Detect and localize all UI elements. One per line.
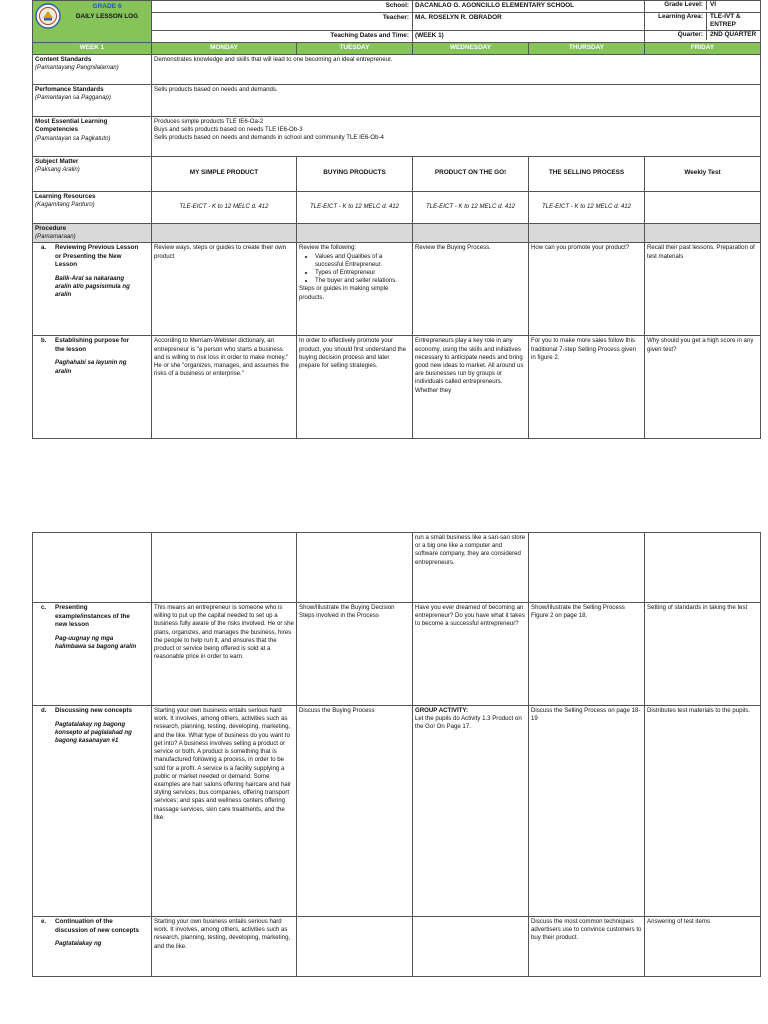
step-c-monday: This means an entrepreneur is someone who is willing to put up the capital needed to set up a business fully aware of the risks involved. He or she plans, organizes, and manages the business, hires the people to help run it, and ensures that the product or service being offered is sold at a reasonable price in order to earn. bbox=[152, 603, 297, 706]
step-b-filipino: Paghahabi sa layunin ng aralin bbox=[55, 359, 127, 375]
quarter-value: 2ND QUARTER bbox=[710, 30, 757, 38]
quarter-cell bbox=[645, 30, 761, 42]
step-e-thursday: Discuss the most common techniques advertisers use to convince customers to buy their product. bbox=[529, 917, 645, 977]
step-a-letter: a. bbox=[41, 244, 47, 252]
step-c-letter: c. bbox=[41, 604, 47, 611]
step-a-friday: Recall their past lessons. Preparation of test materials bbox=[645, 243, 761, 336]
step-c-tuesday: Show/Illustrate the Buying Decision Steps involved in the Process bbox=[297, 603, 413, 706]
group-activity-text: Let the pupils do Activity 1.3 Product on the Go! On Page 17. bbox=[415, 715, 522, 731]
step-b-thursday: For you to make more sales follow this traditional 7-step Selling Process given in figure 2. bbox=[529, 336, 645, 439]
procedure-tuesday bbox=[297, 223, 413, 243]
grade-level-label: Grade Level: bbox=[645, 1, 707, 10]
day-header-thursday: THURSDAY bbox=[529, 42, 645, 54]
procedure-filipino: (Pamamaraan) bbox=[35, 233, 76, 241]
review-list-item: • Values and Qualities of a successful Entrepreneur. bbox=[315, 253, 410, 269]
step-c-friday: Setting of standards in taking the test bbox=[645, 603, 761, 706]
performance-standards-title: Perfomance Standards bbox=[35, 85, 104, 93]
learning-resources-label bbox=[33, 191, 152, 223]
review-list-item: • The buyer and seller relations. bbox=[315, 277, 410, 285]
review-list-item: • Types of Entrepreneur bbox=[315, 269, 410, 277]
resource-tuesday: TLE-EICT - K to 12 MELC d. 412 bbox=[297, 191, 413, 223]
step-d-letter: d. bbox=[41, 707, 47, 714]
school-value: DACANLAO G. AGONCILLO ELEMENTARY SCHOOL bbox=[413, 1, 645, 13]
step-e-tuesday bbox=[297, 917, 413, 977]
learning-resources-filipino: (Kagamitang Panturo) bbox=[35, 201, 95, 209]
content-standards-text: Demonstrates knowledge and skills that will lead to one becoming an ideal entrepreneur. bbox=[152, 54, 761, 84]
competency-line: Sells products based on needs and demands in school and community TLE IE6-Ob-4 bbox=[154, 134, 384, 141]
competency-line: Produces simple products TLE IE6-Oa-2 bbox=[154, 117, 264, 125]
teacher-value: MA. ROSELYN R. OBRADOR bbox=[413, 12, 645, 30]
step-c-label bbox=[33, 603, 152, 706]
step-b-monday-cont bbox=[152, 533, 297, 603]
step-b-thursday-cont bbox=[529, 533, 645, 603]
step-e-friday: Answering of test items bbox=[645, 917, 761, 977]
subject-tuesday: BUYING PRODUCTS bbox=[297, 156, 413, 191]
lesson-log-table-page-2 bbox=[32, 532, 761, 977]
step-c-filipino: Pag-uugnay ng mga halimbawa sa bagong aralin bbox=[55, 634, 137, 650]
step-b-wednesday-cont: run a small business like a sari-sari store or a big one like a computer and software company, they are considered entrepreneurs. bbox=[413, 533, 529, 603]
day-header-tuesday: TUESDAY bbox=[297, 42, 413, 54]
step-b-label-cont bbox=[33, 533, 152, 603]
step-c-thursday: Show/Illustrate the Selling Process Figure 2 on page 18. bbox=[529, 603, 645, 706]
competencies-filipino: (Pamantayan sa Pagkatuto) bbox=[35, 134, 111, 142]
content-standards-filipino: (Pamantayang Pangnilalaman) bbox=[35, 64, 119, 72]
step-d-title: Discussing new concepts bbox=[55, 707, 132, 714]
step-b-friday: Why should you get a high score in any given test? bbox=[645, 336, 761, 439]
step-a-title: Reviewing Previous Lesson or Presenting the New Lesson bbox=[55, 244, 139, 269]
review-list bbox=[299, 253, 410, 286]
step-a-tuesday-outro: Steps or guides in making simple products. bbox=[299, 285, 389, 301]
grade-level-cell bbox=[645, 1, 761, 13]
competency-line: Buys and sells products based on needs TLE IE6-Ob-3 bbox=[154, 125, 303, 133]
competencies-text bbox=[152, 116, 761, 156]
procedure-friday bbox=[645, 223, 761, 243]
group-activity-title: GROUP ACTIVITY: bbox=[415, 707, 469, 714]
step-b-wednesday: Entrepreneurs play a key role in any economy, using the skills and initiatives necessary to anticipate needs and bring good new ideas to market. All around us are businesses run by groups or individuals called entrepreneurs. Whether they bbox=[413, 336, 529, 439]
resource-friday bbox=[645, 191, 761, 223]
procedure-monday bbox=[152, 223, 297, 243]
step-e-filipino: Pagtatalakay ng bbox=[55, 940, 102, 947]
step-d-friday: Distributes test materials to the pupils. bbox=[645, 706, 761, 917]
step-e-wednesday bbox=[413, 917, 529, 977]
content-standards-label bbox=[33, 54, 152, 84]
resource-monday: TLE-EICT - K to 12 MELC d. 412 bbox=[152, 191, 297, 223]
step-a-monday: Review ways, steps or guides to create their own product bbox=[152, 243, 297, 336]
deped-seal-icon bbox=[35, 3, 61, 29]
step-a-tuesday-intro: Review the following: bbox=[299, 244, 357, 252]
daily-lesson-log-title: DAILY LESSON LOG bbox=[75, 13, 139, 20]
learning-resources-title: Learning Resources bbox=[35, 192, 96, 200]
step-d-filipino: Pagtatalakay ng bagong konsepto at paglalahad ng bagong kasanayan #1 bbox=[55, 720, 132, 744]
step-b-letter: b. bbox=[41, 337, 47, 345]
resource-wednesday: TLE-EICT - K to 12 MELC d. 412 bbox=[413, 191, 529, 223]
performance-standards-label bbox=[33, 84, 152, 116]
learning-area-value: TLE-IVT & ENTREP bbox=[710, 12, 741, 29]
competencies-title: Most Essential Learning Competencies bbox=[35, 117, 108, 134]
teaching-dates-label: Teaching Dates and Time: bbox=[152, 30, 413, 42]
subject-matter-label bbox=[33, 156, 152, 191]
subject-matter-filipino: (Paksang Aralin) bbox=[35, 166, 80, 174]
step-d-monday: Starting your own business entails serious hard work. It involves, among others, activities such as research, planning, testing, developing, marketing, and the like. What type of business do you want to get into? A business involves selling a product or service or both. A product is something that is manufactured following a process, in order to be sold for a profit. A service is a facility supplying a public or market needed or demand. Some examples are hair salons offering haircare and hair styling services; bus companies, offering transport services; and spas and wellness centers offering massage services, skin care treatments, and the like. bbox=[152, 706, 297, 917]
step-c-title: Presenting example/instances of the new lesson bbox=[55, 604, 130, 628]
performance-standards-text: Sells products based on needs and demands. bbox=[152, 84, 761, 116]
step-d-wednesday bbox=[413, 706, 529, 917]
day-header-wednesday: WEDNESDAY bbox=[413, 42, 529, 54]
step-b-friday-cont bbox=[645, 533, 761, 603]
procedure-title: Procedure bbox=[35, 224, 67, 232]
procedure-thursday bbox=[529, 223, 645, 243]
step-a-thursday: How can you promote your product? bbox=[529, 243, 645, 336]
step-d-label bbox=[33, 706, 152, 917]
header-title-block bbox=[33, 1, 152, 43]
step-d-tuesday: Discuss the Buying Process bbox=[297, 706, 413, 917]
procedure-wednesday bbox=[413, 223, 529, 243]
step-e-label bbox=[33, 917, 152, 977]
step-d-thursday: Discuss the Selling Process on page 18-19 bbox=[529, 706, 645, 917]
step-e-letter: e. bbox=[41, 918, 47, 925]
page-2 bbox=[0, 532, 768, 1024]
step-b-label bbox=[33, 336, 152, 439]
day-header-week: WEEK 1 bbox=[33, 42, 152, 54]
grade-level-value: VI bbox=[710, 1, 717, 8]
day-header-friday: FRIDAY bbox=[645, 42, 761, 54]
step-a-tuesday bbox=[297, 243, 413, 336]
procedure-label bbox=[33, 223, 152, 243]
step-a-filipino: Balik-Aral sa nakaraang aralin at/o pagsisimula ng aralin bbox=[55, 274, 130, 299]
grade-label: GRADE 6 bbox=[92, 3, 122, 10]
step-b-tuesday: In order to effectively promote your product, you should first understand the buying decision process and later prepare for selling strategies. bbox=[297, 336, 413, 439]
teacher-label: Teacher: bbox=[152, 12, 413, 30]
subject-friday: Weekly Test bbox=[645, 156, 761, 191]
competencies-label bbox=[33, 116, 152, 156]
step-a-label bbox=[33, 243, 152, 336]
subject-wednesday: PRODUCT ON THE GO! bbox=[413, 156, 529, 191]
day-header-monday: MONDAY bbox=[152, 42, 297, 54]
step-e-monday: Starting your own business entails serious hard work. It involves, among others, activities such as research, planning, testing, developing, marketing, and the like. bbox=[152, 917, 297, 977]
lesson-log-table-page-1 bbox=[32, 0, 761, 439]
step-b-monday: According to Merriam-Webster dictionary, an entrepreneur is "a person who starts a business and is willing to risk loss in order to make money." He or she "organizes, manages, and assumes the risks of a business or enterprise." bbox=[152, 336, 297, 439]
school-label: School: bbox=[152, 1, 413, 13]
page-1 bbox=[0, 0, 768, 466]
teaching-dates-value: (WEEK 1) bbox=[413, 30, 645, 42]
performance-standards-filipino: (Pamantayan sa Pagganap) bbox=[35, 94, 111, 102]
step-b-title: Establishing purpose for the lesson bbox=[55, 337, 130, 353]
learning-area-cell bbox=[645, 12, 761, 30]
quarter-label: Quarter: bbox=[645, 31, 707, 40]
resource-thursday: TLE-EICT - K to 12 MELC d. 412 bbox=[529, 191, 645, 223]
step-a-wednesday: Review the Buying Process. bbox=[413, 243, 529, 336]
step-e-title: Continuation of the discussion of new concepts bbox=[55, 918, 139, 934]
step-b-tuesday-cont bbox=[297, 533, 413, 603]
step-c-wednesday: Have you ever dreamed of becoming an entrepreneur? Do you have what it takes to become a successful entrepreneur? bbox=[413, 603, 529, 706]
content-standards-title: Content Standards bbox=[35, 55, 92, 63]
learning-area-label: Learning Area: bbox=[645, 13, 707, 30]
subject-monday: MY SIMPLE PRODUCT bbox=[152, 156, 297, 191]
subject-matter-title: Subject Matter bbox=[35, 157, 79, 165]
subject-thursday: THE SELLING PROCESS bbox=[529, 156, 645, 191]
